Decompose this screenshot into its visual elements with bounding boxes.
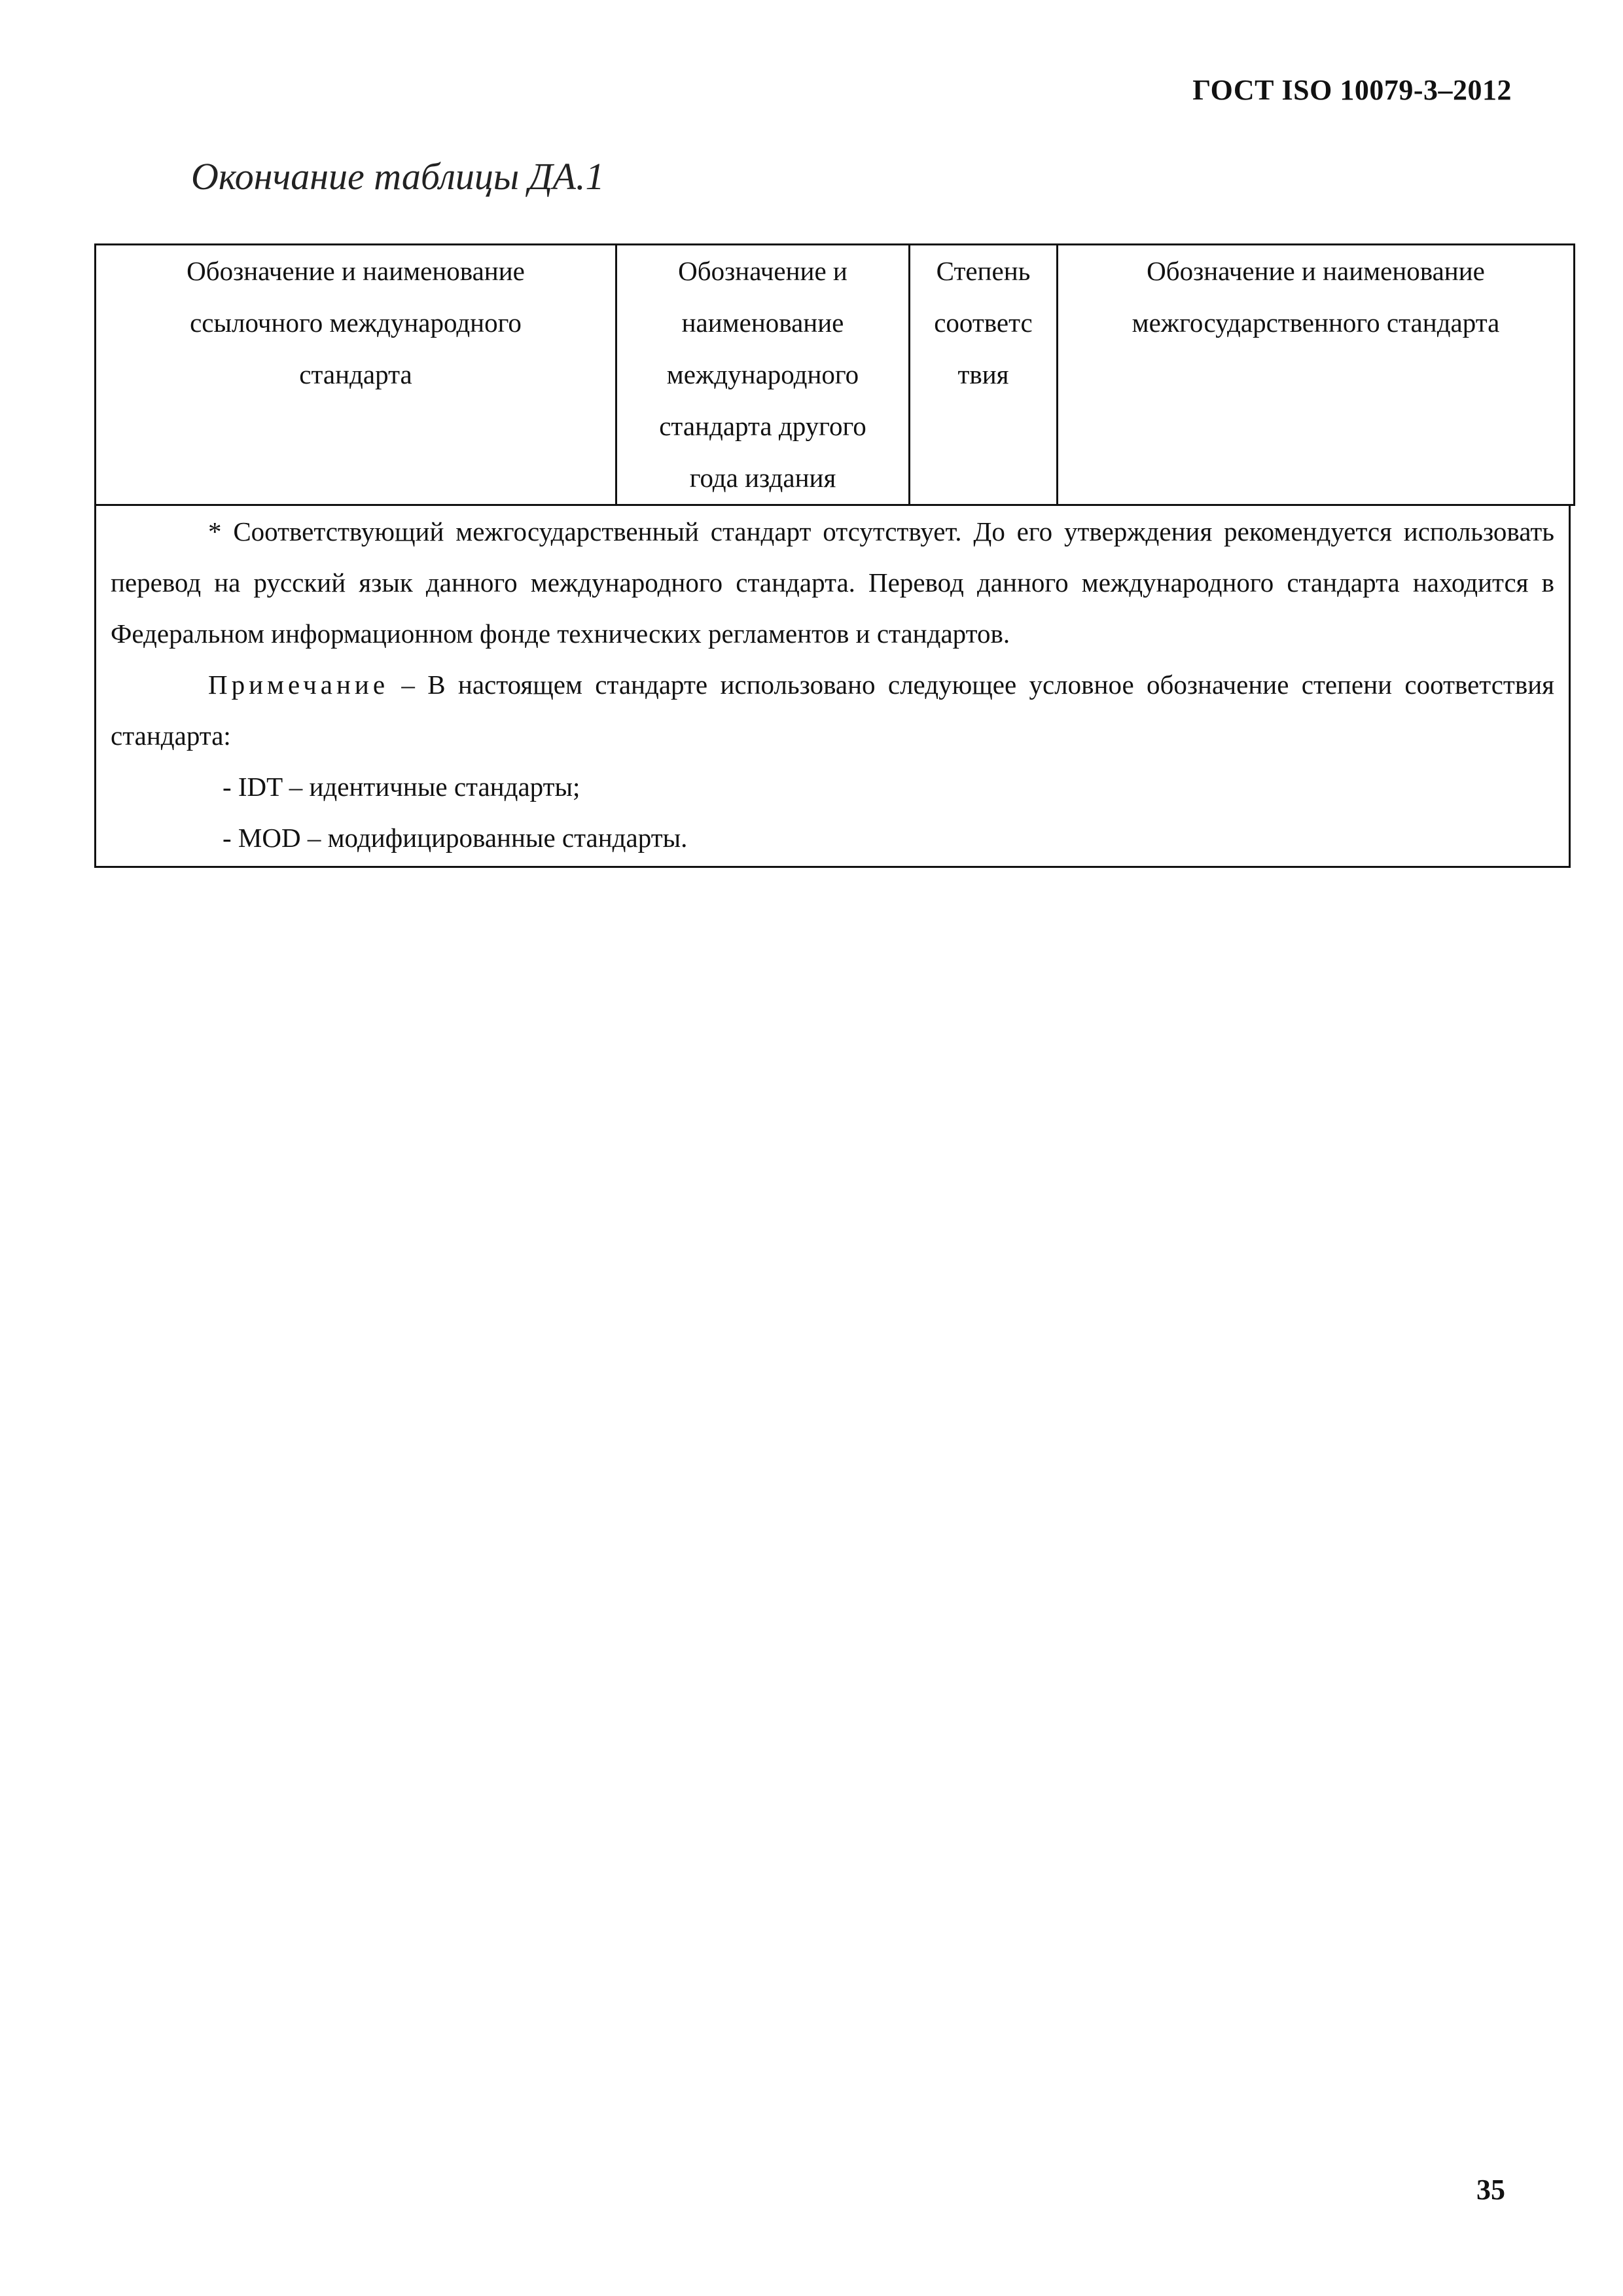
column-header-other-year-standard: Обозначение и наименование международного стандарта другого года издания bbox=[616, 245, 910, 505]
list-item-mod: - MOD – модифицированные стандарты. bbox=[223, 823, 688, 853]
note-text: – В настоящем стандарте использовано следующее условное обозначение степени соответствия стандарта: bbox=[111, 670, 1554, 751]
list-item-idt: - IDT – идентичные стандарты; bbox=[223, 772, 580, 802]
document-code: ГОСТ ISO 10079-3–2012 bbox=[1192, 74, 1512, 106]
column-header-reference-standard: Обозначение и наименование ссылочного международного стандарта bbox=[96, 245, 616, 505]
footnote-text: * Соответствующий межгосударственный стандарт отсутствует. До его утверждения рекомендуется использовать перевод на русский язык данного международного стандарта. Перевод данного международного стандарта находится в Федеральном информационном фонде технических регламентов и стандартов. bbox=[111, 516, 1554, 649]
note-paragraph bbox=[111, 659, 1554, 761]
header-table bbox=[94, 243, 1575, 506]
table-caption: Окончание таблицы ДА.1 bbox=[191, 155, 605, 198]
note-label: Примечание bbox=[208, 670, 389, 700]
column-header-interstate-standard: Обозначение и наименование межгосударственного стандарта bbox=[1058, 245, 1575, 505]
column-header-conformity-degree: Степень соответс твия bbox=[910, 245, 1058, 505]
page-number: 35 bbox=[1476, 2174, 1505, 2206]
notes-box bbox=[94, 504, 1571, 868]
header-row bbox=[96, 245, 1575, 505]
